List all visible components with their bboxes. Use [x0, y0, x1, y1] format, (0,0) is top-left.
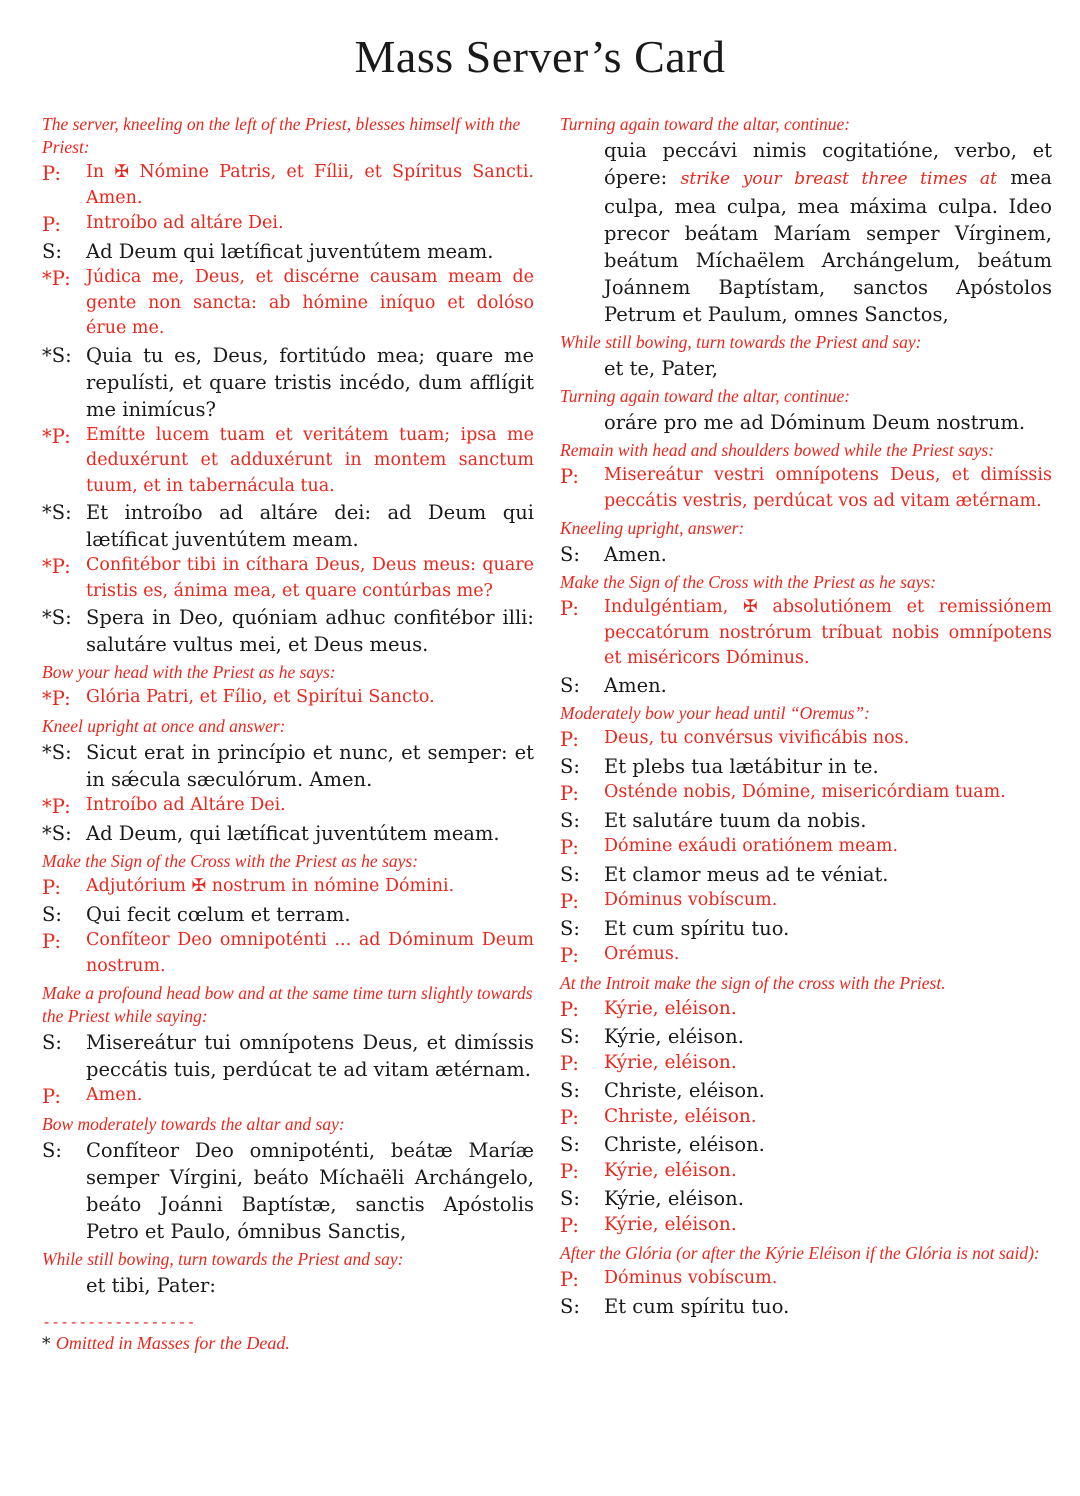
speaker-label: S: [560, 1186, 580, 1210]
speaker-label: P: [560, 465, 579, 488]
speaker-label: P: [560, 1051, 579, 1075]
server-line [560, 861, 1052, 888]
page-title: Mass Server’s Card [354, 31, 726, 82]
line-text: Sicut erat in princípio et nunc, et semper: et in sǽcula sæculórum. Amen. [86, 741, 534, 791]
priest-line [42, 160, 534, 211]
line-text: Júdica me, Deus, et discérne causam meam de gente non sancta: ab hómine iníquo et dolóso érue me. [86, 267, 534, 338]
priest-line [560, 726, 1052, 753]
footnote-star: * [42, 1334, 51, 1354]
confiteor-text-a: quia peccávi nimis cogitatióne, verbo, et ópere: [604, 139, 1052, 189]
inline-rubric: strike your breast three times at [680, 169, 997, 189]
speaker-label: S: [560, 916, 580, 940]
server-line [42, 604, 534, 658]
footnote [42, 1333, 534, 1354]
priest-line [560, 1212, 1052, 1239]
rubric: Make the Sign of the Cross with the Priest as he says: [42, 851, 419, 871]
server-line [560, 753, 1052, 780]
speaker-label: S: [560, 1024, 580, 1048]
rubric: Turning again toward the altar, continue: [560, 386, 851, 406]
rubric: Kneel upright at once and answer: [42, 716, 286, 736]
line-text: Dómine exáudi oratiónem meam. [604, 835, 899, 856]
priest-line [560, 1158, 1052, 1185]
speaker-label: P: [560, 835, 579, 859]
speaker-label: *S: [42, 501, 72, 524]
line-text: In ✠ Nómine Patris, et Fílii, et Spíritus Sancti. Amen. [86, 162, 534, 208]
priest-line [560, 595, 1052, 672]
priest-line [560, 780, 1052, 807]
server-line [560, 1023, 1052, 1050]
priest-line [42, 211, 534, 238]
server-line [560, 1185, 1052, 1212]
rubric: At the Introit make the sign of the cross with the Priest. [560, 972, 946, 993]
priest-line [560, 463, 1052, 514]
footnote-rule: ----------------- [42, 1313, 196, 1331]
priest-line [42, 265, 534, 342]
left-column [42, 110, 534, 1354]
server-line [560, 1131, 1052, 1158]
speaker-label: S: [560, 808, 580, 832]
server-line [42, 1137, 534, 1245]
line-text: Introíbo ad altáre Dei. [86, 213, 284, 233]
speaker-label: *S: [42, 343, 72, 367]
confiteor-text-b: mea culpa, mea culpa, mea máxima culpa. Ideo precor beátam Maríam semper Vírginem, beátum Míchaëlem Archángelum, beátum Joánnem Baptístam, sanctos Apóstolos Petrum et Paulum, omnes Sanctos, [604, 166, 1052, 326]
line-text: Et introíbo ad altáre dei: ad Deum qui lætíficat juventútem meam. [86, 501, 534, 551]
speaker-label: S: [560, 1294, 580, 1318]
speaker-label: P: [560, 597, 579, 620]
speaker-label: P: [42, 876, 61, 899]
priest-line [42, 685, 534, 712]
rubric: Make the Sign of the Cross with the Priest as he says: [560, 572, 937, 592]
line-text: Ad Deum, qui lætíficat juventútem meam. [86, 822, 500, 845]
speaker-label: P: [560, 1159, 579, 1183]
line-text: Amen. [86, 1085, 143, 1105]
line-text: Dóminus vobíscum. [604, 1267, 778, 1288]
rubric: The server, kneeling on the left of the Priest, blesses himself with the Priest: [42, 114, 521, 157]
line-text: Kýrie, eléison. [604, 1024, 744, 1048]
speaker-label: *P: [42, 424, 71, 448]
server-line [560, 672, 1052, 699]
line-text: Confitébor tibi in cíthara Deus, Deus meus: quare tristis es, ánima mea, et quare contúrbas me? [86, 555, 534, 601]
priest-line [42, 1083, 534, 1110]
speaker-label: P: [42, 1085, 61, 1108]
speaker-label: P: [560, 943, 579, 967]
line-text: Indulgéntiam, ✠ absolutiónem et remissiónem peccatórum nostrórum tríbuat nobis omnípotens et miséricors Dóminus. [604, 597, 1052, 668]
line-text: Misereátur tui omnípotens Deus, et dimíssis peccátis tuis, perdúcat te ad vitam ætérnam. [86, 1031, 534, 1081]
speaker-label: P: [560, 1105, 579, 1129]
line-text: Introíbo ad Altáre Dei. [86, 795, 286, 815]
rubric: Kneeling upright, answer: [560, 518, 745, 538]
speaker-label: *S: [42, 741, 72, 764]
line-text: Dóminus vobíscum. [604, 889, 778, 910]
confiteor-continuation [560, 137, 1052, 328]
line-text: Ad Deum qui lætíficat juventútem meam. [86, 240, 494, 263]
server-line [42, 499, 534, 553]
speaker-label: S: [560, 1132, 580, 1156]
line-text: Christe, eléison. [604, 1132, 765, 1156]
footnote-text: Omitted in Masses for the Dead. [55, 1333, 290, 1353]
speaker-label: S: [42, 240, 62, 263]
server-line [560, 1293, 1052, 1320]
priest-line [560, 888, 1052, 915]
speaker-label: S: [560, 862, 580, 886]
speaker-label: S: [560, 673, 580, 697]
server-line [560, 807, 1052, 834]
line-text: Amen. [604, 543, 667, 566]
server-line [42, 342, 534, 423]
line-text: Orémus. [604, 943, 680, 964]
speaker-label: P: [560, 889, 579, 913]
priest-line [560, 1266, 1052, 1293]
priest-line [560, 1050, 1052, 1077]
line-text: Osténde nobis, Dómine, misericórdiam tuam. [604, 781, 1006, 802]
speaker-label: P: [42, 930, 61, 953]
speaker-label: P: [42, 162, 61, 185]
line-text: Et cum spíritu tuo. [604, 1294, 790, 1318]
priest-line [42, 874, 534, 901]
line-text: Qui fecit cœlum et terram. [86, 903, 351, 926]
speaker-label: P: [560, 781, 579, 805]
server-line [42, 238, 534, 265]
rubric: While still bowing, turn towards the Priest and say: [560, 332, 922, 352]
line-text: Quia tu es, Deus, fortitúdo mea; quare me repulísti, et quare tristis incédo, dum afflígit me inimícus? [86, 343, 534, 421]
speaker-label: *P: [42, 687, 71, 710]
line-text: Et cum spíritu tuo. [604, 916, 790, 940]
line-text: Kýrie, eléison. [604, 1051, 737, 1073]
speaker-label: *P: [42, 795, 71, 818]
speaker-label: S: [560, 754, 580, 778]
speaker-label: P: [560, 1213, 579, 1237]
line-text: Kýrie, eléison. [604, 1186, 744, 1210]
line-text: Et plebs tua lætábitur in te. [604, 754, 879, 778]
line-text: Confíteor Deo omnipoténti, beátæ Maríæ semper Vírgini, beáto Míchaëli Archángelo, beáto Joánni Baptístæ, sanctis Apóstolis Petro et Paulo, ómnibus Sanctis, [86, 1139, 534, 1243]
speaker-label: P: [42, 213, 61, 236]
rubric: Bow your head with the Priest as he says: [42, 662, 336, 682]
line-text: Adjutórium ✠ nostrum in nómine Dómini. [86, 876, 455, 896]
server-response: et te, Pater, [604, 357, 718, 380]
speaker-label: S: [42, 1031, 62, 1054]
line-text: Kýrie, eléison. [604, 1213, 737, 1235]
server-line [42, 1029, 534, 1083]
priest-line [560, 1104, 1052, 1131]
rubric: Remain with head and shoulders bowed while the Priest says: [560, 440, 995, 460]
speaker-label: *S: [42, 606, 72, 629]
priest-line [560, 942, 1052, 969]
line-text: Emítte lucem tuam et veritátem tuam; ipsa me deduxérunt et adduxérunt in montem sanctum tuum, et in tabernácula tua. [86, 424, 534, 496]
priest-line [560, 834, 1052, 861]
line-text: Christe, eléison. [604, 1105, 757, 1127]
server-response: et tibi, Pater: [86, 1274, 216, 1297]
speaker-label: P: [560, 1267, 579, 1291]
rubric: After the Glória (or after the Kýrie Eléison if the Glória is not said): [560, 1242, 1040, 1263]
speaker-label: S: [560, 543, 580, 566]
rubric: While still bowing, turn towards the Priest and say: [42, 1249, 404, 1269]
line-text: Spera in Deo, quóniam adhuc confitébor illi: salutáre vultus mei, et Deus meus. [86, 606, 534, 656]
server-line [560, 915, 1052, 942]
speaker-label: P: [560, 997, 579, 1021]
speaker-label: *P: [42, 267, 71, 290]
server-response: oráre pro me ad Dóminum Deum nostrum. [604, 411, 1026, 434]
priest-line [560, 996, 1052, 1023]
server-line [42, 820, 534, 847]
speaker-label: *P: [42, 555, 71, 578]
priest-line [42, 793, 534, 820]
line-text: Glória Patri, et Fílio, et Spirítui Sancto. [86, 687, 435, 707]
priest-line [42, 928, 534, 979]
line-text: Christe, eléison. [604, 1078, 765, 1102]
server-line [560, 1077, 1052, 1104]
speaker-label: *S: [42, 822, 72, 845]
rubric: Make a profound head bow and at the same time turn slightly towards the Priest while saying: [42, 983, 533, 1026]
line-text: Kýrie, eléison. [604, 997, 737, 1019]
line-text: Et clamor meus ad te véniat. [604, 862, 889, 886]
server-line [42, 901, 534, 928]
priest-line [42, 423, 534, 500]
line-text: Amen. [604, 673, 667, 697]
server-line [42, 739, 534, 793]
priest-line [42, 553, 534, 604]
right-column [560, 110, 1052, 1320]
line-text: Misereátur vestri omnípotens Deus, et dimíssis peccátis vestris, perdúcat vos ad vitam ætérnam. [604, 465, 1052, 511]
line-text: Kýrie, eléison. [604, 1159, 737, 1181]
line-text: Et salutáre tuum da nobis. [604, 808, 867, 832]
speaker-label: P: [560, 727, 579, 751]
rubric: Bow moderately towards the altar and say: [42, 1114, 345, 1134]
line-text: Confíteor Deo omnipoténti ... ad Dóminum Deum nostrum. [86, 930, 534, 976]
server-line [560, 541, 1052, 568]
speaker-label: S: [42, 903, 62, 926]
rubric: Moderately bow your head until “Oremus”: [560, 702, 870, 723]
speaker-label: S: [42, 1139, 62, 1162]
speaker-label: S: [560, 1078, 580, 1102]
line-text: Deus, tu convérsus vivificábis nos. [604, 727, 910, 748]
rubric: Turning again toward the altar, continue: [560, 114, 851, 134]
